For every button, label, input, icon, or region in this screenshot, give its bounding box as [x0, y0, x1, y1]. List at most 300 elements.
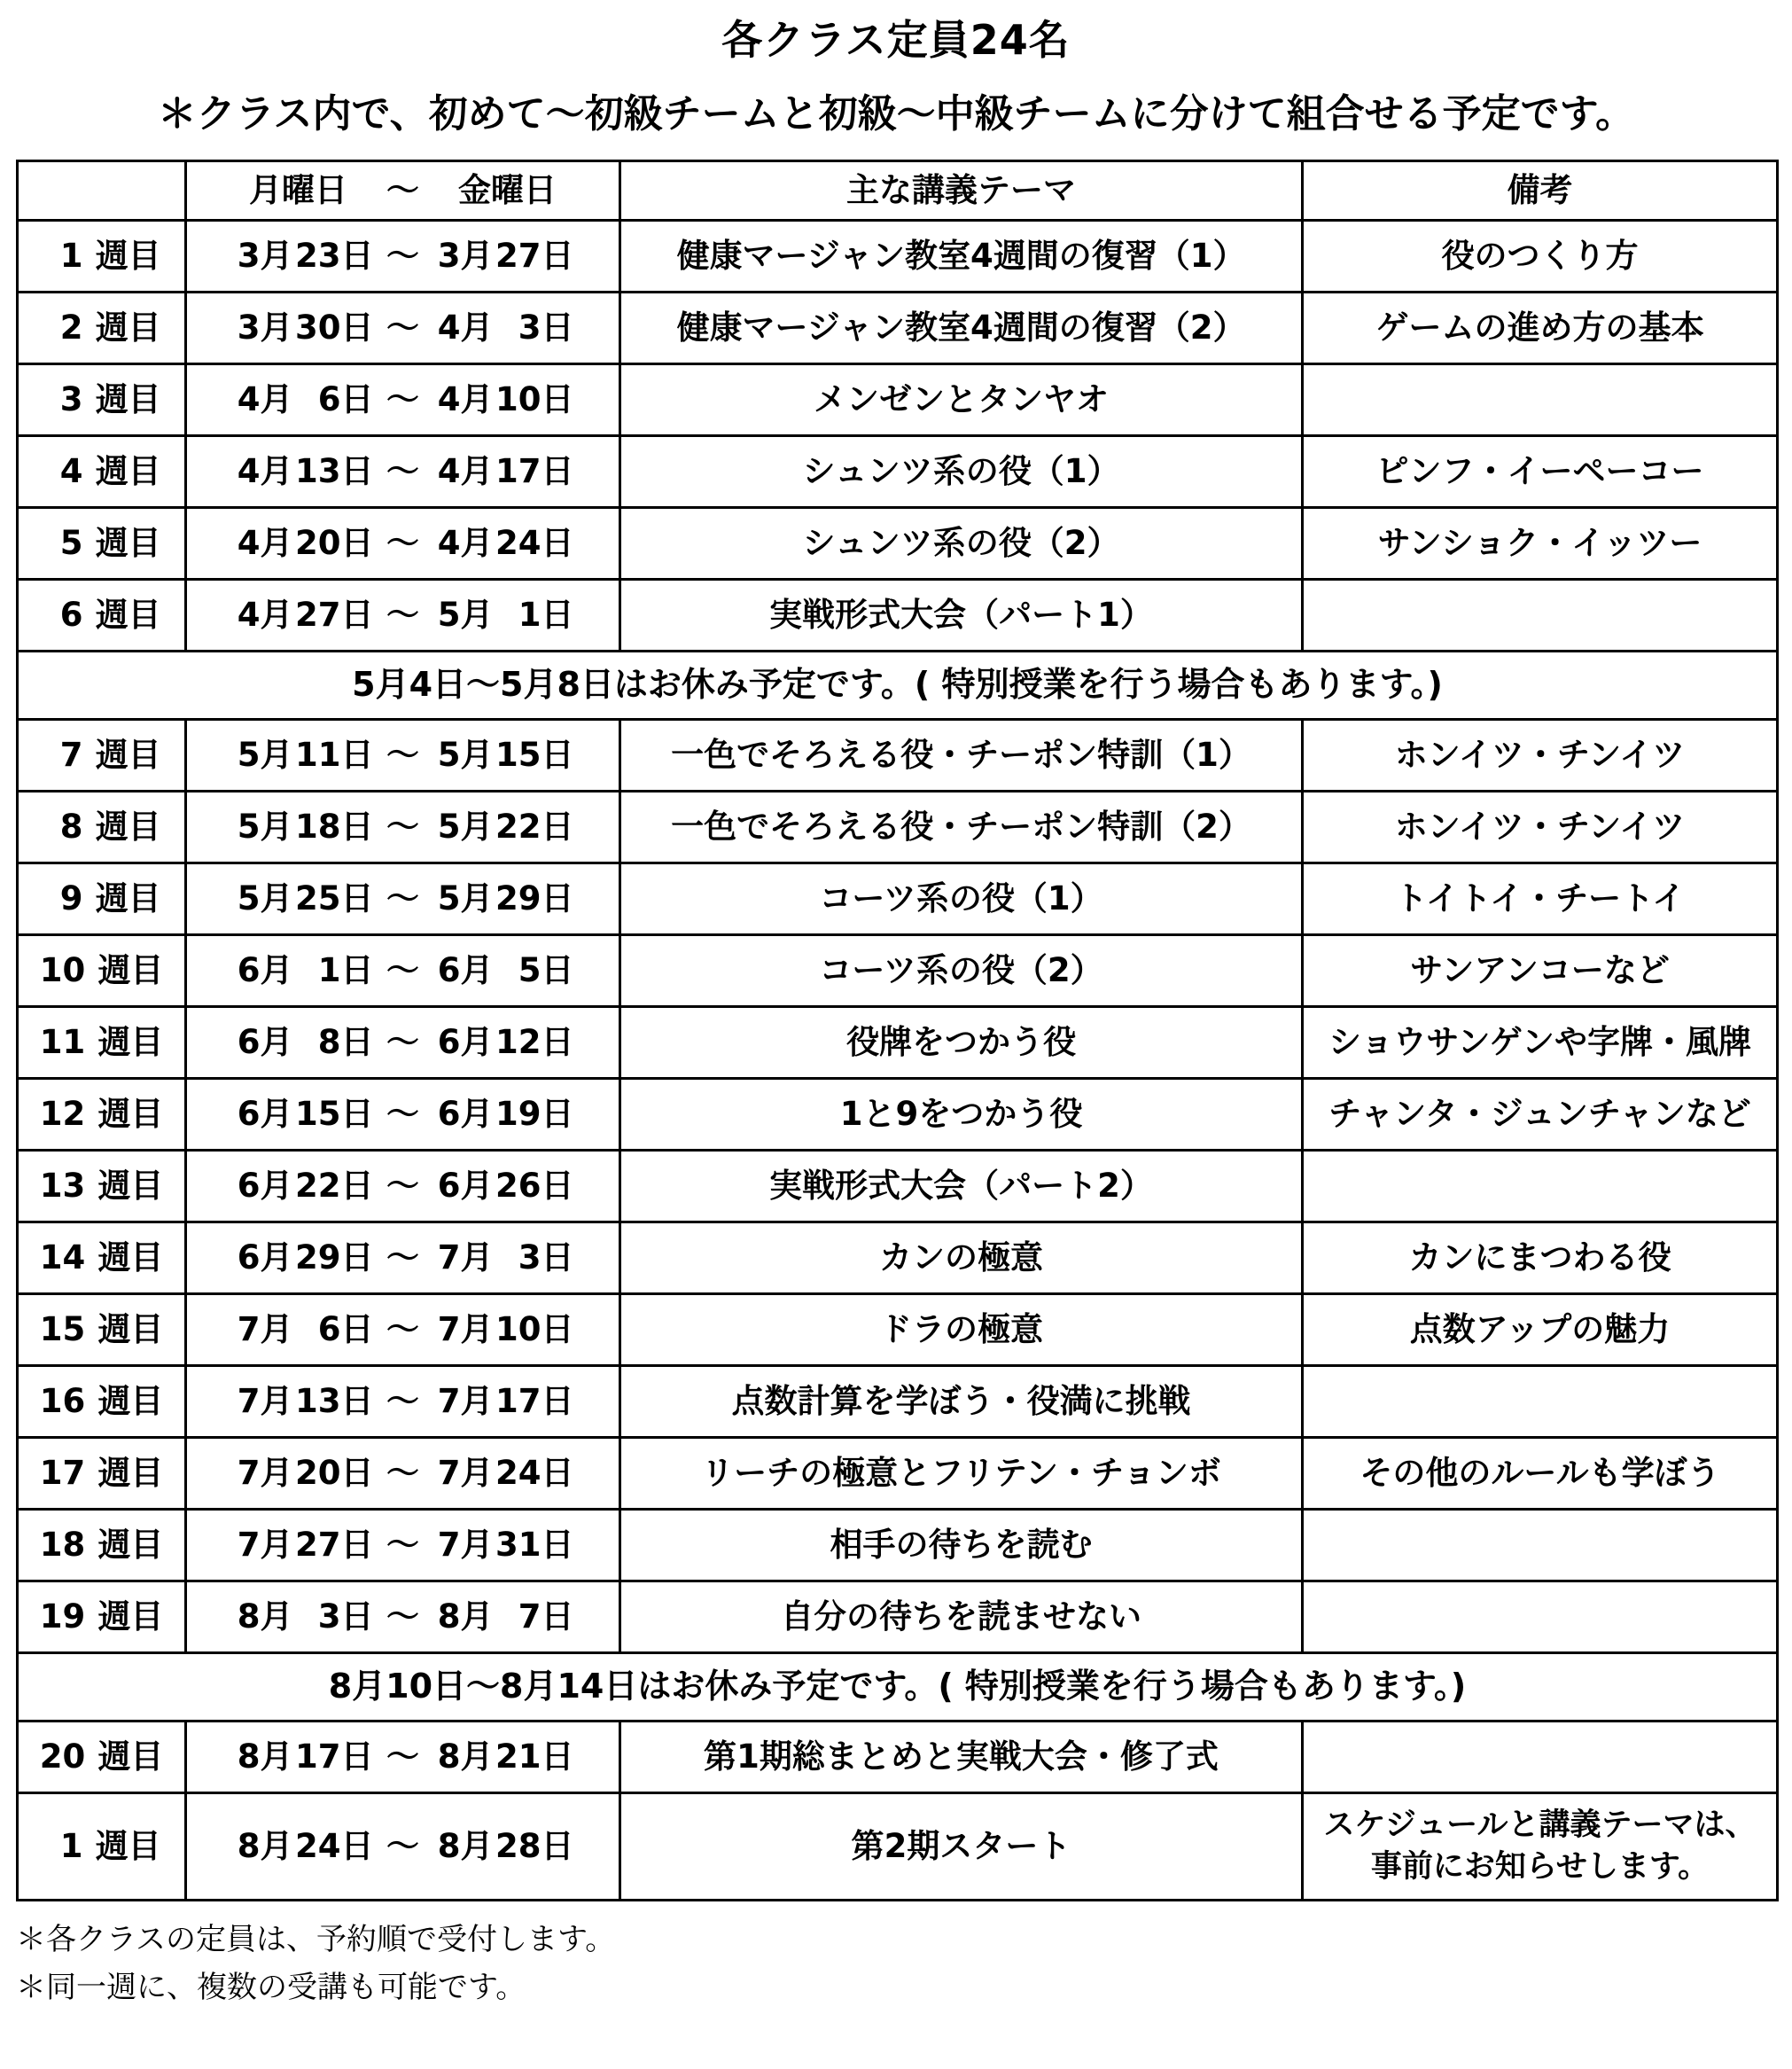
week-number: 13: [39, 1166, 86, 1205]
week-cell: [18, 1150, 186, 1222]
day-label: 日: [541, 236, 574, 275]
month-label: 月: [260, 1453, 293, 1492]
end-day: 31: [495, 1525, 541, 1564]
date-range-cell: [186, 1006, 620, 1078]
end-day: 22: [495, 807, 541, 846]
note-cell: [1303, 1792, 1778, 1900]
start-date: [230, 880, 376, 918]
day-label: 日: [340, 1237, 374, 1277]
note-cell: 役のつくり方: [1303, 220, 1778, 292]
date-tilde: 〜: [386, 1737, 419, 1776]
start-month: 5: [237, 735, 261, 774]
start-day: 20: [295, 1453, 341, 1492]
note-cell: [1303, 363, 1778, 435]
theme-cell: メンゼンとタンヤオ: [620, 363, 1303, 435]
end-month: 5: [437, 735, 461, 774]
end-month: 4: [437, 451, 461, 490]
month-label: 月: [460, 308, 494, 347]
start-date: [230, 1024, 376, 1062]
note-line: スケジュールと講義テーマは、: [1323, 1807, 1757, 1843]
day-label: 日: [541, 1309, 574, 1348]
week-number: 2: [59, 308, 83, 347]
month-label: 月: [460, 1381, 494, 1420]
week-cell: [18, 791, 186, 863]
start-day: 8: [317, 1022, 341, 1061]
day-label: 日: [340, 1826, 374, 1865]
theme-cell: 相手の待ちを読む: [620, 1509, 1303, 1581]
end-date: [431, 525, 576, 563]
month-label: 月: [460, 1525, 494, 1564]
day-label: 日: [541, 1737, 574, 1776]
start-day: 1: [317, 950, 341, 989]
header-week: [18, 160, 186, 220]
day-label: 日: [541, 950, 574, 989]
end-day: 12: [495, 1022, 541, 1061]
week-cell: [18, 934, 186, 1006]
start-day: 27: [295, 1525, 341, 1564]
month-label: 月: [460, 1597, 494, 1636]
week-label: 週目: [97, 1453, 164, 1492]
end-date: [431, 808, 576, 847]
schedule-row: [18, 934, 1778, 1006]
day-label: 日: [340, 523, 374, 562]
week-label: 週目: [97, 1597, 164, 1636]
day-label: 日: [541, 1166, 574, 1205]
month-label: 月: [260, 1166, 293, 1205]
date-tilde: 〜: [386, 878, 419, 917]
date-tilde: 〜: [386, 1826, 419, 1865]
end-month: 8: [437, 1826, 461, 1865]
end-month: 7: [437, 1525, 461, 1564]
theme-cell: 健康マージャン教室4週間の復習（2）: [620, 292, 1303, 363]
start-month: 7: [237, 1525, 261, 1564]
date-range-cell: [186, 1581, 620, 1652]
date-tilde: 〜: [386, 1094, 419, 1133]
page-title: 各クラス定員24名: [721, 16, 1071, 64]
month-label: 月: [460, 1309, 494, 1348]
day-label: 日: [541, 878, 574, 917]
start-date: [230, 1455, 376, 1493]
footnotes: [16, 1916, 1776, 2012]
month-label: 月: [260, 523, 293, 562]
week-number: 5: [59, 523, 83, 562]
end-date: [431, 1024, 576, 1062]
start-date: [230, 1828, 376, 1866]
day-label: 日: [340, 1381, 374, 1420]
week-number: 17: [39, 1453, 86, 1492]
start-date: [230, 1096, 376, 1134]
note-cell: [1303, 579, 1778, 651]
start-date: [230, 952, 376, 990]
date-range-cell: [186, 435, 620, 507]
start-month: 6: [237, 1166, 261, 1205]
end-day: 26: [495, 1166, 541, 1205]
date-range-cell: [186, 1150, 620, 1222]
week-cell: [18, 1792, 186, 1900]
table-header-row: [18, 160, 1778, 220]
start-day: 17: [295, 1737, 341, 1776]
schedule-row: [18, 863, 1778, 934]
note-cell: サンアンコーなど: [1303, 934, 1778, 1006]
end-month: 3: [437, 236, 461, 275]
schedule-row: [18, 1293, 1778, 1365]
week-number: 4: [59, 451, 83, 490]
week-label: 週目: [97, 1094, 164, 1133]
end-month: 7: [437, 1381, 461, 1420]
end-day: 17: [495, 451, 541, 490]
schedule-row: [18, 1006, 1778, 1078]
day-label: 日: [340, 878, 374, 917]
start-date: [230, 1598, 376, 1636]
date-range-cell: [186, 1222, 620, 1293]
header-dates: [186, 160, 620, 220]
schedule-row: [18, 1222, 1778, 1293]
start-month: 6: [237, 1094, 261, 1133]
day-label: 日: [340, 595, 374, 634]
start-date: [230, 525, 376, 563]
week-number: 18: [39, 1525, 86, 1564]
date-tilde: 〜: [386, 1453, 419, 1492]
week-cell: [18, 507, 186, 579]
week-number: 3: [59, 379, 83, 418]
week-cell: [18, 1437, 186, 1509]
schedule-row: [18, 791, 1778, 863]
day-label: 日: [340, 451, 374, 490]
day-label: 日: [541, 451, 574, 490]
week-number: 7: [59, 735, 83, 774]
date-range-cell: [186, 863, 620, 934]
month-label: 月: [260, 878, 293, 917]
theme-cell: ドラの極意: [620, 1293, 1303, 1365]
date-tilde: 〜: [386, 1525, 419, 1564]
start-date: [230, 1526, 376, 1565]
theme-cell: 役牌をつかう役: [620, 1006, 1303, 1078]
day-label: 日: [340, 1597, 374, 1636]
date-tilde: 〜: [386, 308, 419, 347]
start-month: 3: [237, 236, 261, 275]
month-label: 月: [460, 1737, 494, 1776]
theme-cell: 自分の待ちを読ませない: [620, 1581, 1303, 1652]
end-date: [431, 238, 576, 276]
end-month: 7: [437, 1309, 461, 1348]
date-range-cell: [186, 507, 620, 579]
theme-cell: 第2期スタート: [620, 1792, 1303, 1900]
page-subtitle: ＊クラス内で、初めて〜初級チームと初級〜中級チームに分けて組合せる予定です。: [157, 91, 1635, 137]
end-day: 3: [518, 308, 541, 347]
month-label: 月: [460, 1826, 494, 1865]
schedule-row: [18, 1581, 1778, 1652]
end-date: [431, 952, 576, 990]
week-number: 10: [39, 950, 86, 989]
month-label: 月: [260, 1525, 293, 1564]
schedule-row: [18, 220, 1778, 292]
end-date: [431, 1096, 576, 1134]
schedule-break-row: [18, 1652, 1778, 1721]
end-date: [431, 309, 576, 347]
week-number: 9: [59, 878, 83, 917]
day-label: 日: [541, 807, 574, 846]
end-day: 10: [495, 379, 541, 418]
month-label: 月: [260, 236, 293, 275]
start-date: [230, 1167, 376, 1206]
end-month: 4: [437, 523, 461, 562]
start-day: 15: [295, 1094, 341, 1133]
day-label: 日: [541, 1453, 574, 1492]
start-month: 8: [237, 1826, 261, 1865]
schedule-row: [18, 1150, 1778, 1222]
end-month: 5: [437, 878, 461, 917]
break-notice: 8月10日〜8月14日はお休み予定です。( 特別授業を行う場合もあります。): [18, 1652, 1778, 1721]
week-label: 週目: [97, 1525, 164, 1564]
week-number: 14: [39, 1237, 86, 1277]
note-cell: ゲームの進め方の基本: [1303, 292, 1778, 363]
week-label: 週目: [95, 451, 161, 490]
theme-cell: コーツ系の役（2）: [620, 934, 1303, 1006]
end-day: 24: [495, 523, 541, 562]
theme-cell: 第1期総まとめと実戦大会・修了式: [620, 1721, 1303, 1792]
date-tilde: 〜: [386, 236, 419, 275]
week-cell: [18, 1078, 186, 1150]
date-range-cell: [186, 292, 620, 363]
start-date: [230, 453, 376, 491]
month-label: 月: [460, 950, 494, 989]
week-label: 週目: [97, 1237, 164, 1277]
end-date: [431, 1311, 576, 1349]
week-cell: [18, 1721, 186, 1792]
week-label: 週目: [97, 1309, 164, 1348]
month-label: 月: [260, 1826, 293, 1865]
theme-cell: 健康マージャン教室4週間の復習（1）: [620, 220, 1303, 292]
start-date: [230, 238, 376, 276]
start-day: 24: [295, 1826, 341, 1865]
week-cell: [18, 363, 186, 435]
week-label: 週目: [97, 1022, 164, 1061]
day-label: 日: [541, 1237, 574, 1277]
end-date: [431, 737, 576, 775]
start-day: 22: [295, 1166, 341, 1205]
schedule-break-row: [18, 651, 1778, 719]
day-label: 日: [541, 1022, 574, 1061]
day-label: 日: [340, 308, 374, 347]
note-cell: トイトイ・チートイ: [1303, 863, 1778, 934]
start-date: [230, 1738, 376, 1776]
day-label: 日: [541, 308, 574, 347]
day-label: 日: [340, 1737, 374, 1776]
week-label: 週目: [95, 1826, 161, 1865]
end-day: 7: [518, 1597, 541, 1636]
note-cell: [1303, 1150, 1778, 1222]
end-date: [431, 1239, 576, 1277]
month-label: 月: [460, 735, 494, 774]
date-range-cell: [186, 579, 620, 651]
week-label: 週目: [95, 735, 161, 774]
start-month: 6: [237, 950, 261, 989]
start-month: 4: [237, 523, 261, 562]
week-cell: [18, 220, 186, 292]
month-label: 月: [260, 308, 293, 347]
start-month: 7: [237, 1453, 261, 1492]
end-month: 4: [437, 308, 461, 347]
end-date: [431, 1455, 576, 1493]
month-label: 月: [260, 1022, 293, 1061]
month-label: 月: [260, 1381, 293, 1420]
day-label: 日: [340, 1022, 374, 1061]
week-cell: [18, 1006, 186, 1078]
month-label: 月: [260, 1094, 293, 1133]
start-month: 5: [237, 878, 261, 917]
date-range-cell: [186, 934, 620, 1006]
schedule-row: [18, 719, 1778, 791]
week-label: 週目: [97, 1166, 164, 1205]
date-range-cell: [186, 1293, 620, 1365]
week-cell: [18, 1293, 186, 1365]
end-day: 10: [495, 1309, 541, 1348]
week-number: 11: [39, 1022, 86, 1061]
month-label: 月: [260, 1737, 293, 1776]
theme-cell: 一色でそろえる役・チーポン特訓（1）: [620, 719, 1303, 791]
header-day-tilde: 〜: [386, 170, 419, 209]
date-range-cell: [186, 1078, 620, 1150]
week-cell: [18, 1509, 186, 1581]
schedule-row: [18, 1365, 1778, 1437]
day-label: 日: [340, 1094, 374, 1133]
end-date: [431, 381, 576, 419]
note-cell: [1303, 1509, 1778, 1581]
header-day-start: 月曜日: [249, 170, 347, 209]
day-label: 日: [541, 595, 574, 634]
month-label: 月: [460, 523, 494, 562]
week-cell: [18, 435, 186, 507]
end-day: 1: [518, 595, 541, 634]
footnote-1: ＊各クラスの定員は、予約順で受付します。: [16, 1921, 616, 1957]
start-date: [230, 309, 376, 347]
day-label: 日: [541, 735, 574, 774]
start-day: 20: [295, 523, 341, 562]
date-tilde: 〜: [386, 950, 419, 989]
date-tilde: 〜: [386, 451, 419, 490]
month-label: 月: [460, 1453, 494, 1492]
end-month: 6: [437, 1166, 461, 1205]
date-range-cell: [186, 1365, 620, 1437]
date-tilde: 〜: [386, 807, 419, 846]
month-label: 月: [460, 1166, 494, 1205]
start-month: 4: [237, 595, 261, 634]
week-cell: [18, 1222, 186, 1293]
end-day: 15: [495, 735, 541, 774]
note-cell: ホンイツ・チンイツ: [1303, 791, 1778, 863]
month-label: 月: [260, 595, 293, 634]
month-label: 月: [460, 878, 494, 917]
week-number: 1: [59, 236, 83, 275]
week-label: 週目: [95, 308, 161, 347]
note-cell: 点数アップの魅力: [1303, 1293, 1778, 1365]
theme-cell: 一色でそろえる役・チーポン特訓（2）: [620, 791, 1303, 863]
month-label: 月: [460, 1094, 494, 1133]
date-tilde: 〜: [386, 1166, 419, 1205]
start-date: [230, 597, 376, 635]
schedule-row: [18, 1721, 1778, 1792]
start-date: [230, 381, 376, 419]
day-label: 日: [541, 1597, 574, 1636]
week-label: 週目: [97, 1737, 164, 1776]
start-day: 18: [295, 807, 341, 846]
footnote-2: ＊同一週に、複数の受講も可能です。: [16, 1970, 526, 2006]
note-cell: ショウサンゲンや字牌・風牌: [1303, 1006, 1778, 1078]
week-label: 週目: [97, 950, 164, 989]
start-day: 30: [295, 308, 341, 347]
month-label: 月: [460, 595, 494, 634]
note-cell: カンにまつわる役: [1303, 1222, 1778, 1293]
end-day: 3: [518, 1237, 541, 1277]
start-day: 13: [295, 1381, 341, 1420]
week-cell: [18, 292, 186, 363]
start-date: [230, 1239, 376, 1277]
date-tilde: 〜: [386, 735, 419, 774]
start-day: 23: [295, 236, 341, 275]
month-label: 月: [460, 379, 494, 418]
week-label: 週目: [95, 878, 161, 917]
week-label: 週目: [95, 807, 161, 846]
note-cell: [1303, 1581, 1778, 1652]
schedule-row: [18, 435, 1778, 507]
break-notice: 5月4日〜5月8日はお休み予定です。( 特別授業を行う場合もあります。): [18, 651, 1778, 719]
week-number: 12: [39, 1094, 86, 1133]
day-label: 日: [340, 1166, 374, 1205]
theme-cell: リーチの極意とフリテン・チョンボ: [620, 1437, 1303, 1509]
week-label: 週目: [95, 379, 161, 418]
header-note: 備考: [1303, 160, 1778, 220]
month-label: 月: [460, 807, 494, 846]
start-month: 8: [237, 1737, 261, 1776]
end-date: [431, 1526, 576, 1565]
month-label: 月: [260, 1309, 293, 1348]
start-day: 13: [295, 451, 341, 490]
end-date: [431, 1598, 576, 1636]
end-day: 5: [518, 950, 541, 989]
date-tilde: 〜: [386, 1022, 419, 1061]
schedule-row: [18, 1078, 1778, 1150]
theme-cell: 1と9をつかう役: [620, 1078, 1303, 1150]
header-theme: 主な講義テーマ: [620, 160, 1303, 220]
start-day: 27: [295, 595, 341, 634]
theme-cell: シュンツ系の役（2）: [620, 507, 1303, 579]
start-month: 3: [237, 308, 261, 347]
note-line: 事前にお知らせします。: [1370, 1848, 1710, 1885]
date-range-cell: [186, 1721, 620, 1792]
start-month: 5: [237, 807, 261, 846]
week-cell: [18, 579, 186, 651]
date-range-cell: [186, 719, 620, 791]
date-range-cell: [186, 363, 620, 435]
note-cell: ホンイツ・チンイツ: [1303, 719, 1778, 791]
month-label: 月: [460, 451, 494, 490]
note-cell: その他のルールも学ぼう: [1303, 1437, 1778, 1509]
day-label: 日: [340, 950, 374, 989]
month-label: 月: [260, 451, 293, 490]
day-label: 日: [541, 1381, 574, 1420]
end-date: [431, 453, 576, 491]
start-month: 6: [237, 1022, 261, 1061]
theme-cell: コーツ系の役（1）: [620, 863, 1303, 934]
end-day: 21: [495, 1737, 541, 1776]
note-cell: ピンフ・イーペーコー: [1303, 435, 1778, 507]
start-date: [230, 737, 376, 775]
end-day: 28: [495, 1826, 541, 1865]
end-date: [431, 1738, 576, 1776]
end-date: [431, 1383, 576, 1421]
week-number: 1: [59, 1826, 83, 1865]
theme-cell: 実戦形式大会（パート2）: [620, 1150, 1303, 1222]
